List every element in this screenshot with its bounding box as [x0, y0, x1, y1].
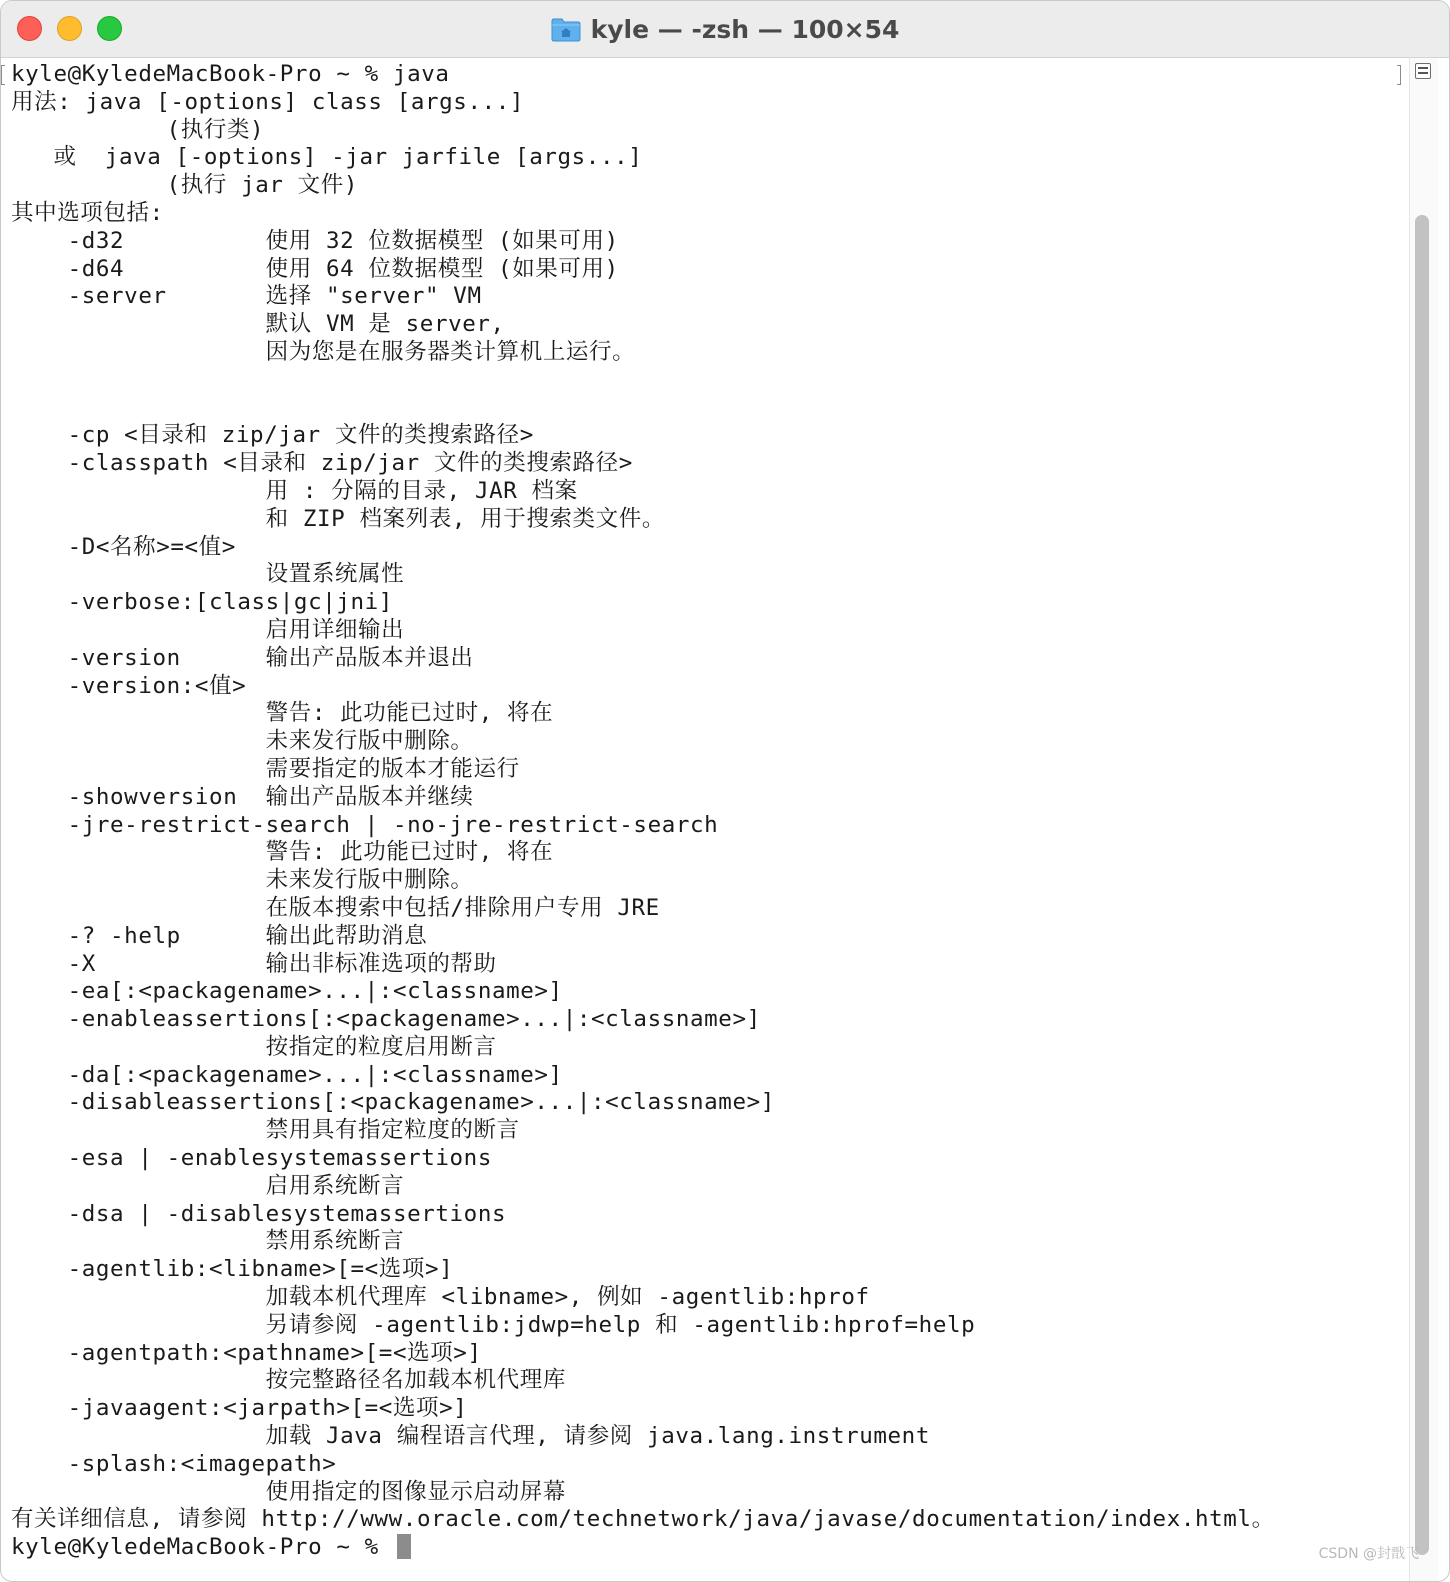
terminal-line: -version 输出产品版本并退出: [11, 644, 474, 671]
terminal-line: 设置系统属性: [11, 561, 405, 588]
window-title: [1, 1, 1449, 57]
prompt-line[interactable]: [11, 1534, 1401, 1562]
terminal-line: [11, 367, 1401, 395]
terminal-line: -enableassertions[:<packagename>...|:<classname>]: [11, 1006, 761, 1033]
terminal-line: 警告: 此功能已过时, 将在: [11, 700, 554, 727]
cursor: [397, 1534, 411, 1559]
terminal-line: -jre-restrict-search | -no-jre-restrict-search: [11, 811, 719, 838]
terminal-line: -javaagent:<jarpath>[=<选项>]: [11, 1395, 468, 1422]
terminal-line: 因为您是在服务器类计算机上运行。: [11, 338, 636, 365]
prompt-text: kyle@KyledeMacBook-Pro ~ %: [11, 1534, 393, 1561]
terminal-line: 加载本机代理库 <libname>, 例如 -agentlib:hprof: [11, 1284, 870, 1311]
scrollbar-thumb[interactable]: [1415, 215, 1429, 1555]
terminal-line: 其中选项包括:: [11, 199, 164, 226]
terminal-line: -version:<值>: [11, 672, 247, 699]
terminal-line: -classpath <目录和 zip/jar 文件的类搜索路径>: [11, 450, 633, 477]
terminal-line: -esa | -enablesystemassertions: [11, 1145, 492, 1172]
folder-home-icon: [551, 17, 581, 42]
terminal-line: (执行 jar 文件): [11, 172, 359, 199]
terminal-line: 或 java [-options] -jar jarfile [args...]: [11, 144, 643, 171]
terminal-line: -ea[:<packagename>...|:<classname>]: [11, 978, 563, 1005]
terminal-line: 和 ZIP 档案列表, 用于搜索类文件。: [11, 505, 665, 532]
terminal-line: 有关详细信息, 请参阅 http://www.oracle.com/technetwork/java/javase/documentation/index.html。: [11, 1506, 1275, 1533]
terminal-line: -dsa | -disablesystemassertions: [11, 1200, 507, 1227]
terminal-line: 禁用具有指定粒度的断言: [11, 1117, 520, 1144]
terminal-line: -splash:<imagepath>: [11, 1450, 337, 1477]
terminal-line: 警告: 此功能已过时, 将在: [11, 839, 554, 866]
terminal-line: 另请参阅 -agentlib:jdwp=help 和 -agentlib:hprof=help: [11, 1311, 976, 1338]
terminal-line: -da[:<packagename>...|:<classname>]: [11, 1061, 563, 1088]
terminal-line: 未来发行版中删除。: [11, 867, 474, 894]
terminal-line: -X 输出非标准选项的帮助: [11, 950, 497, 977]
hamburger-menu-icon[interactable]: [1415, 63, 1431, 79]
terminal-line: 使用指定的图像显示启动屏幕: [11, 1478, 566, 1505]
terminal-output[interactable]: [11, 61, 1401, 1576]
terminal-line: 加载 Java 编程语言代理, 请参阅 java.lang.instrument: [11, 1423, 930, 1450]
terminal-line: -? -help 输出此帮助消息: [11, 922, 428, 949]
terminal-line: -D<名称>=<值>: [11, 533, 236, 560]
terminal-line: 禁用系统断言: [11, 1228, 405, 1255]
terminal-line: 启用详细输出: [11, 616, 405, 643]
terminal-line: -d64 使用 64 位数据模型 (如果可用): [11, 255, 619, 282]
watermark: CSDN @封戬飞: [1318, 1546, 1419, 1562]
title-bar[interactable]: [1, 1, 1449, 58]
terminal-line: [11, 395, 1401, 423]
terminal-line: 用法: java [-options] class [args...]: [11, 88, 525, 115]
terminal-line: 用 : 分隔的目录, JAR 档案: [11, 477, 578, 504]
terminal-line: -cp <目录和 zip/jar 文件的类搜索路径>: [11, 422, 534, 449]
terminal-line: 默认 VM 是 server,: [11, 311, 505, 338]
terminal-line: 在版本搜索中包括/排除用户专用 JRE: [11, 894, 660, 921]
terminal-line: 需要指定的版本才能运行: [11, 755, 520, 782]
terminal-line: -d32 使用 32 位数据模型 (如果可用): [11, 227, 619, 254]
terminal-line: (执行类): [11, 116, 265, 143]
terminal-line: -server 选择 "server" VM: [11, 283, 482, 310]
terminal-line: -disableassertions[:<packagename>...|:<classname>]: [11, 1089, 775, 1116]
window-title-text: kyle — -zsh — 100×54: [590, 14, 900, 44]
mark-bracket-left: [1, 65, 5, 85]
terminal-line: 未来发行版中删除。: [11, 728, 474, 755]
terminal-line: 按指定的粒度启用断言: [11, 1033, 497, 1060]
terminal-line: -agentlib:<libname>[=<选项>]: [11, 1256, 454, 1283]
terminal-line: -verbose:[class|gc|jni]: [11, 589, 393, 616]
terminal-line: 启用系统断言: [11, 1172, 405, 1199]
terminal-line: kyle@KyledeMacBook-Pro ~ % java: [11, 61, 450, 87]
terminal-line: -showversion 输出产品版本并继续: [11, 783, 474, 810]
terminal-line: -agentpath:<pathname>[=<选项>]: [11, 1339, 482, 1366]
terminal-line: 按完整路径名加载本机代理库: [11, 1367, 566, 1394]
